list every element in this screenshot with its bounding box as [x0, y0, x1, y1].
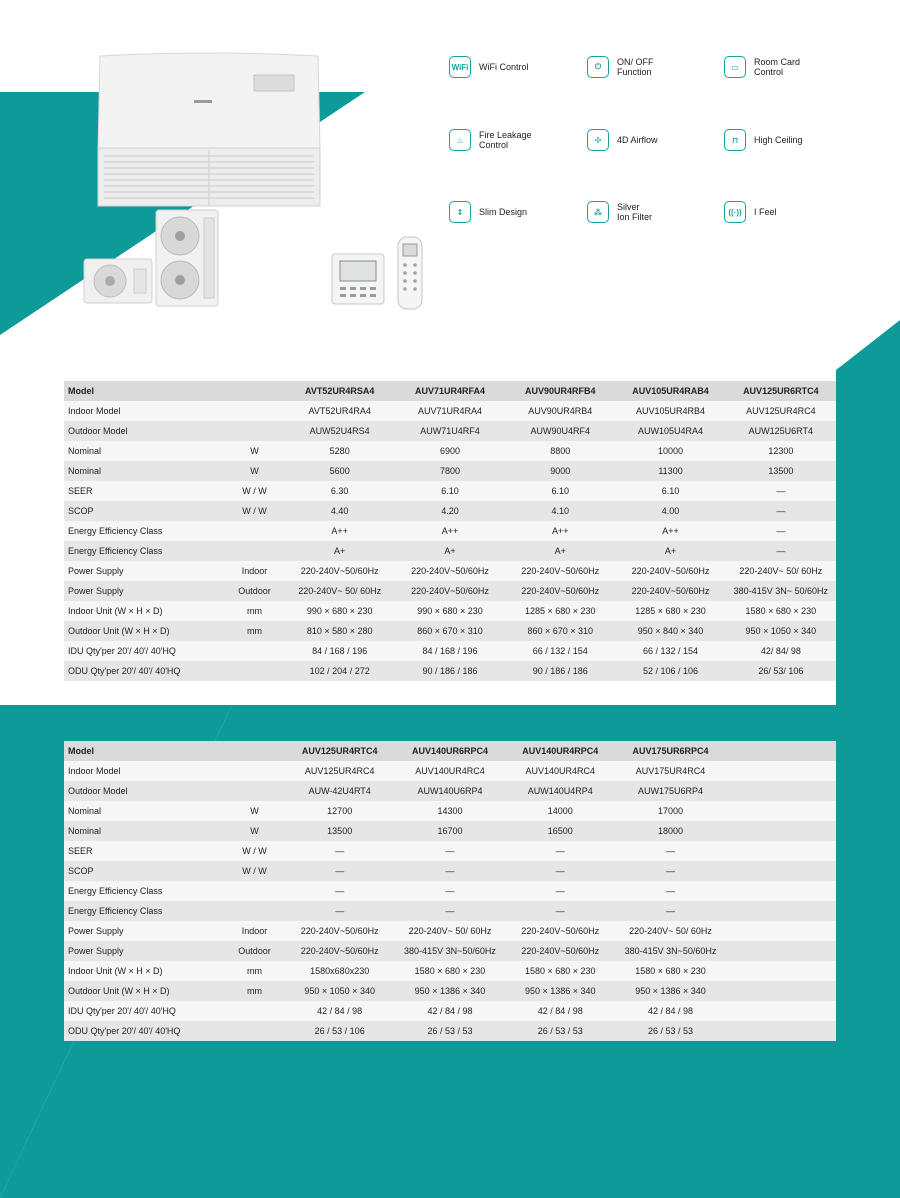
table-row: [64, 441, 836, 461]
table-row: [64, 621, 836, 641]
remote-control-image: [395, 235, 425, 311]
model-name-cell: AUV140UR4RPC4: [505, 741, 615, 761]
table-cell: [726, 881, 836, 901]
row-unit: mm: [224, 601, 284, 621]
row-label: SEER: [64, 841, 224, 861]
table-cell: —: [285, 861, 395, 881]
teal-band-right: [836, 320, 900, 705]
row-label: ODU Qty'per 20'/ 40'/ 40'HQ: [64, 661, 224, 681]
table-cell: 220-240V~50/60Hz: [615, 561, 725, 581]
table-cell: [726, 901, 836, 921]
table-cell: A+: [615, 541, 725, 561]
row-unit: Outdoor: [224, 581, 284, 601]
table-cell: 42 / 84 / 98: [505, 1001, 615, 1021]
table-row: [64, 461, 836, 481]
table-cell: [726, 961, 836, 981]
table-cell: AUW105U4RA4: [615, 421, 725, 441]
model-name-cell: AUV140UR6RPC4: [395, 741, 505, 761]
table-cell: 1285 × 680 × 230: [505, 601, 615, 621]
table-cell: 4.20: [395, 501, 505, 521]
table-cell: —: [726, 481, 836, 501]
table-row: [64, 801, 836, 821]
table-cell: AUV71UR4RA4: [395, 401, 505, 421]
table-row: [64, 501, 836, 521]
table-cell: —: [285, 901, 395, 921]
power-icon: ⏻: [587, 56, 609, 78]
wired-controller-image: [330, 252, 386, 306]
row-unit: [224, 901, 284, 921]
table-cell: 6.10: [505, 481, 615, 501]
table-row: [64, 901, 836, 921]
table-cell: 8800: [505, 441, 615, 461]
row-label: Indoor Unit (W × H × D): [64, 601, 224, 621]
row-label: Outdoor Model: [64, 421, 224, 441]
row-unit: mm: [224, 621, 284, 641]
row-label: Power Supply: [64, 941, 224, 961]
row-label: IDU Qty'per 20'/ 40'/ 40'HQ: [64, 1001, 224, 1021]
table-cell: AUV175UR4RC4: [615, 761, 725, 781]
table-cell: 16500: [505, 821, 615, 841]
table-row: [64, 561, 836, 581]
table-row: [64, 781, 836, 801]
model-name-cell: AUV90UR4RFB4: [505, 381, 615, 401]
row-label: Indoor Model: [64, 761, 224, 781]
row-unit: [224, 401, 284, 421]
table-cell: AVT52UR4RA4: [285, 401, 395, 421]
table-cell: [726, 941, 836, 961]
row-label: Outdoor Unit (W × H × D): [64, 981, 224, 1001]
table-cell: 42 / 84 / 98: [615, 1001, 725, 1021]
table-cell: —: [395, 841, 505, 861]
table-cell: [726, 761, 836, 781]
row-label: Model: [64, 381, 224, 401]
row-unit: W / W: [224, 861, 284, 881]
table-cell: 4.10: [505, 501, 615, 521]
table-cell: AUV140UR4RC4: [505, 761, 615, 781]
table-cell: 220-240V~50/60Hz: [285, 941, 395, 961]
table-cell: A++: [615, 521, 725, 541]
row-label: Model: [64, 741, 224, 761]
table-cell: 860 × 670 × 310: [395, 621, 505, 641]
row-unit: W / W: [224, 841, 284, 861]
table-cell: 26 / 53 / 53: [395, 1021, 505, 1041]
row-label: Nominal: [64, 821, 224, 841]
high-ceiling-icon: ⊓: [724, 129, 746, 151]
table-cell: 4.40: [285, 501, 395, 521]
table-cell: —: [726, 501, 836, 521]
table-cell: —: [395, 901, 505, 921]
table-cell: —: [505, 901, 615, 921]
table-cell: 220-240V~50/60Hz: [395, 561, 505, 581]
table-cell: [726, 821, 836, 841]
table-cell: 990 × 680 × 230: [395, 601, 505, 621]
table-cell: 220-240V~50/60Hz: [505, 581, 615, 601]
table-cell: 13500: [726, 461, 836, 481]
wifi-icon: WiFi: [449, 56, 471, 78]
row-label: Nominal: [64, 801, 224, 821]
feature-silver-ion-filter: [587, 201, 717, 223]
model-name-cell: [726, 741, 836, 761]
row-unit: [224, 421, 284, 441]
row-label: Nominal: [64, 441, 224, 461]
row-unit: Indoor: [224, 921, 284, 941]
table-row: [64, 581, 836, 601]
table-cell: 220-240V~50/60Hz: [285, 561, 395, 581]
table-cell: 860 × 670 × 310: [505, 621, 615, 641]
table-cell: AUW52U4RS4: [285, 421, 395, 441]
table-cell: 1580x680x230: [285, 961, 395, 981]
row-label: Power Supply: [64, 561, 224, 581]
row-unit: [224, 521, 284, 541]
feature-label: Slim Design: [479, 207, 528, 217]
row-label: SCOP: [64, 861, 224, 881]
feature-label: WiFi Control: [479, 62, 529, 72]
table-cell: 1285 × 680 × 230: [615, 601, 725, 621]
feature-label: Silver Ion Filter: [617, 202, 653, 222]
row-unit: mm: [224, 981, 284, 1001]
table-cell: 90 / 186 / 186: [505, 661, 615, 681]
feature-label: Fire Leakage Control: [479, 130, 532, 150]
table-cell: 1580 × 680 × 230: [615, 961, 725, 981]
table-cell: [726, 781, 836, 801]
row-unit: [224, 761, 284, 781]
table-cell: [726, 801, 836, 821]
table-cell: 13500: [285, 821, 395, 841]
table-cell: 810 × 580 × 280: [285, 621, 395, 641]
table-cell: 17000: [615, 801, 725, 821]
table-cell: 90 / 186 / 186: [395, 661, 505, 681]
model-name-cell: AUV125UR4RTC4: [285, 741, 395, 761]
table-cell: 220-240V~ 50/ 60Hz: [615, 921, 725, 941]
airflow-icon: ✣: [587, 129, 609, 151]
table-cell: AUW140U4RP4: [505, 781, 615, 801]
table-cell: 6.10: [615, 481, 725, 501]
table-cell: 52 / 106 / 106: [615, 661, 725, 681]
table-cell: AUW71U4RF4: [395, 421, 505, 441]
table-cell: AUW175U6RP4: [615, 781, 725, 801]
table-cell: —: [615, 881, 725, 901]
slim-design-icon: ⇕: [449, 201, 471, 223]
table-row: [64, 821, 836, 841]
outdoor-unit-large-image: [154, 208, 220, 308]
feature-4d-airflow: [587, 129, 717, 151]
table-row: [64, 981, 836, 1001]
table-cell: AUV140UR4RC4: [395, 761, 505, 781]
table-cell: 220-240V~50/60Hz: [395, 581, 505, 601]
table-cell: AUW125U6RT4: [726, 421, 836, 441]
row-unit: [224, 741, 284, 761]
table-cell: AUV125UR4RC4: [726, 401, 836, 421]
table-row: [64, 921, 836, 941]
row-label: SEER: [64, 481, 224, 501]
row-unit: W: [224, 461, 284, 481]
table-cell: 16700: [395, 821, 505, 841]
table-cell: 26 / 53 / 106: [285, 1021, 395, 1041]
table-cell: 11300: [615, 461, 725, 481]
table-cell: 1580 × 680 × 230: [726, 601, 836, 621]
table-row: [64, 961, 836, 981]
table-cell: 950 × 840 × 340: [615, 621, 725, 641]
row-label: Energy Efficiency Class: [64, 541, 224, 561]
feature-i-feel: [724, 201, 854, 223]
room-card-icon: ▭: [724, 56, 746, 78]
table-cell: —: [505, 841, 615, 861]
table-cell: 220-240V~50/60Hz: [505, 921, 615, 941]
table-cell: —: [615, 901, 725, 921]
table-cell: 6900: [395, 441, 505, 461]
model-name-cell: AUV175UR6RPC4: [615, 741, 725, 761]
feature-wifi-control: [449, 56, 579, 78]
table-cell: 950 × 1386 × 340: [395, 981, 505, 1001]
table-cell: AUV105UR4RB4: [615, 401, 725, 421]
table-cell: 26 / 53 / 53: [615, 1021, 725, 1041]
row-label: Indoor Unit (W × H × D): [64, 961, 224, 981]
feature-label: High Ceiling: [754, 135, 803, 145]
table-cell: 9000: [505, 461, 615, 481]
model-name-cell: AUV105UR4RAB4: [615, 381, 725, 401]
table-row: [64, 941, 836, 961]
table-cell: 12300: [726, 441, 836, 461]
table-cell: 66 / 132 / 154: [505, 641, 615, 661]
table-cell: 950 × 1050 × 340: [726, 621, 836, 641]
row-label: SCOP: [64, 501, 224, 521]
row-unit: [224, 781, 284, 801]
table-cell: 66 / 132 / 154: [615, 641, 725, 661]
ceiling-unit-image: [94, 50, 324, 210]
table-cell: 84 / 168 / 196: [285, 641, 395, 661]
row-unit: W: [224, 441, 284, 461]
table-cell: 14000: [505, 801, 615, 821]
row-label: IDU Qty'per 20'/ 40'/ 40'HQ: [64, 641, 224, 661]
table-cell: —: [726, 521, 836, 541]
table-cell: —: [395, 881, 505, 901]
table-cell: 220-240V~50/60Hz: [505, 561, 615, 581]
table-cell: 26 / 53 / 53: [505, 1021, 615, 1041]
table-cell: 42 / 84 / 98: [395, 1001, 505, 1021]
table-cell: 102 / 204 / 272: [285, 661, 395, 681]
model-name-cell: AUV71UR4RFA4: [395, 381, 505, 401]
row-unit: Outdoor: [224, 941, 284, 961]
table-row: [64, 521, 836, 541]
table-cell: AUW-42U4RT4: [285, 781, 395, 801]
i-feel-icon: ((·)): [724, 201, 746, 223]
table-cell: 26/ 53/ 106: [726, 661, 836, 681]
table-cell: AUW140U6RP4: [395, 781, 505, 801]
table-row: [64, 601, 836, 621]
table-cell: A+: [505, 541, 615, 561]
row-unit: W / W: [224, 481, 284, 501]
table-cell: 5600: [285, 461, 395, 481]
model-name-cell: AVT52UR4RSA4: [285, 381, 395, 401]
feature-high-ceiling: [724, 129, 854, 151]
table-row: [64, 881, 836, 901]
row-label: Power Supply: [64, 581, 224, 601]
spec-table-2: [64, 741, 836, 1041]
table-row: [64, 861, 836, 881]
table-cell: [726, 981, 836, 1001]
table-cell: 380-415V 3N~ 50/60Hz: [726, 581, 836, 601]
table-cell: 220-240V~50/60Hz: [285, 921, 395, 941]
model-name-cell: AUV125UR6RTC4: [726, 381, 836, 401]
table-row: [64, 641, 836, 661]
table-cell: [726, 861, 836, 881]
table-header-row: [64, 741, 836, 761]
table-cell: 84 / 168 / 196: [395, 641, 505, 661]
feature-label: I Feel: [754, 207, 777, 217]
feature-label: Room Card Control: [754, 57, 801, 77]
row-unit: W: [224, 801, 284, 821]
row-label: Energy Efficiency Class: [64, 901, 224, 921]
table-cell: AUV90UR4RB4: [505, 401, 615, 421]
table-cell: 220-240V~ 50/ 60Hz: [395, 921, 505, 941]
table-row: [64, 1021, 836, 1041]
table-cell: A+: [395, 541, 505, 561]
feature-on-off-function: [587, 56, 717, 78]
table-cell: A+: [285, 541, 395, 561]
row-unit: [224, 541, 284, 561]
row-unit: [224, 881, 284, 901]
row-label: Nominal: [64, 461, 224, 481]
table-cell: 10000: [615, 441, 725, 461]
table-cell: 380-415V 3N~50/60Hz: [615, 941, 725, 961]
row-label: Energy Efficiency Class: [64, 881, 224, 901]
table-cell: —: [726, 541, 836, 561]
table-header-row: [64, 381, 836, 401]
table-cell: —: [285, 881, 395, 901]
table-row: [64, 761, 836, 781]
table-cell: 1580 × 680 × 230: [395, 961, 505, 981]
table-cell: 42/ 84/ 98: [726, 641, 836, 661]
table-row: [64, 541, 836, 561]
table-cell: [726, 841, 836, 861]
table-cell: 12700: [285, 801, 395, 821]
table-cell: AUW90U4RF4: [505, 421, 615, 441]
table-cell: 18000: [615, 821, 725, 841]
table-row: [64, 401, 836, 421]
table-cell: 7800: [395, 461, 505, 481]
table-cell: 220-240V~ 50/ 60Hz: [726, 561, 836, 581]
table-cell: 950 × 1050 × 340: [285, 981, 395, 1001]
table-cell: AUV125UR4RC4: [285, 761, 395, 781]
table-cell: —: [505, 881, 615, 901]
table-cell: 4.00: [615, 501, 725, 521]
feature-room-card-control: [724, 56, 854, 78]
feature-fire-leakage-control: [449, 129, 579, 151]
spec-table-1: [64, 381, 836, 681]
row-unit: mm: [224, 961, 284, 981]
row-label: Energy Efficiency Class: [64, 521, 224, 541]
row-unit: W: [224, 821, 284, 841]
feature-slim-design: [449, 201, 579, 223]
table-cell: 42 / 84 / 98: [285, 1001, 395, 1021]
table-row: [64, 1001, 836, 1021]
table-row: [64, 661, 836, 681]
table-cell: A++: [505, 521, 615, 541]
table-cell: 950 × 1386 × 340: [505, 981, 615, 1001]
feature-label: 4D Airflow: [617, 135, 658, 145]
row-label: Power Supply: [64, 921, 224, 941]
table-cell: 14300: [395, 801, 505, 821]
table-row: [64, 841, 836, 861]
table-cell: [726, 1021, 836, 1041]
row-label: Outdoor Unit (W × H × D): [64, 621, 224, 641]
table-cell: 380-415V 3N~50/60Hz: [395, 941, 505, 961]
table-cell: 990 × 680 × 230: [285, 601, 395, 621]
table-cell: A++: [395, 521, 505, 541]
table-cell: —: [285, 841, 395, 861]
table-cell: 950 × 1386 × 340: [615, 981, 725, 1001]
feature-label: ON/ OFF Function: [617, 57, 654, 77]
table-cell: 5280: [285, 441, 395, 461]
table-cell: 1580 × 680 × 230: [505, 961, 615, 981]
table-cell: —: [395, 861, 505, 881]
table-cell: A++: [285, 521, 395, 541]
row-unit: Indoor: [224, 561, 284, 581]
row-unit: [224, 381, 284, 401]
fire-icon: ♨: [449, 129, 471, 151]
table-cell: [726, 1001, 836, 1021]
table-cell: 6.10: [395, 481, 505, 501]
row-label: Outdoor Model: [64, 781, 224, 801]
table-cell: 220-240V~ 50/ 60Hz: [285, 581, 395, 601]
table-cell: —: [615, 841, 725, 861]
row-unit: [224, 1001, 284, 1021]
table-cell: 6.30: [285, 481, 395, 501]
row-unit: [224, 661, 284, 681]
row-unit: W / W: [224, 501, 284, 521]
table-cell: [726, 921, 836, 941]
row-unit: [224, 641, 284, 661]
row-label: ODU Qty'per 20'/ 40'/ 40'HQ: [64, 1021, 224, 1041]
ion-filter-icon: ⁂: [587, 201, 609, 223]
table-row: [64, 481, 836, 501]
table-cell: —: [505, 861, 615, 881]
outdoor-unit-small-image: [82, 255, 154, 307]
table-cell: —: [615, 861, 725, 881]
table-cell: 220-240V~50/60Hz: [505, 941, 615, 961]
row-unit: [224, 1021, 284, 1041]
table-row: [64, 421, 836, 441]
row-label: Indoor Model: [64, 401, 224, 421]
table-cell: 220-240V~50/60Hz: [615, 581, 725, 601]
